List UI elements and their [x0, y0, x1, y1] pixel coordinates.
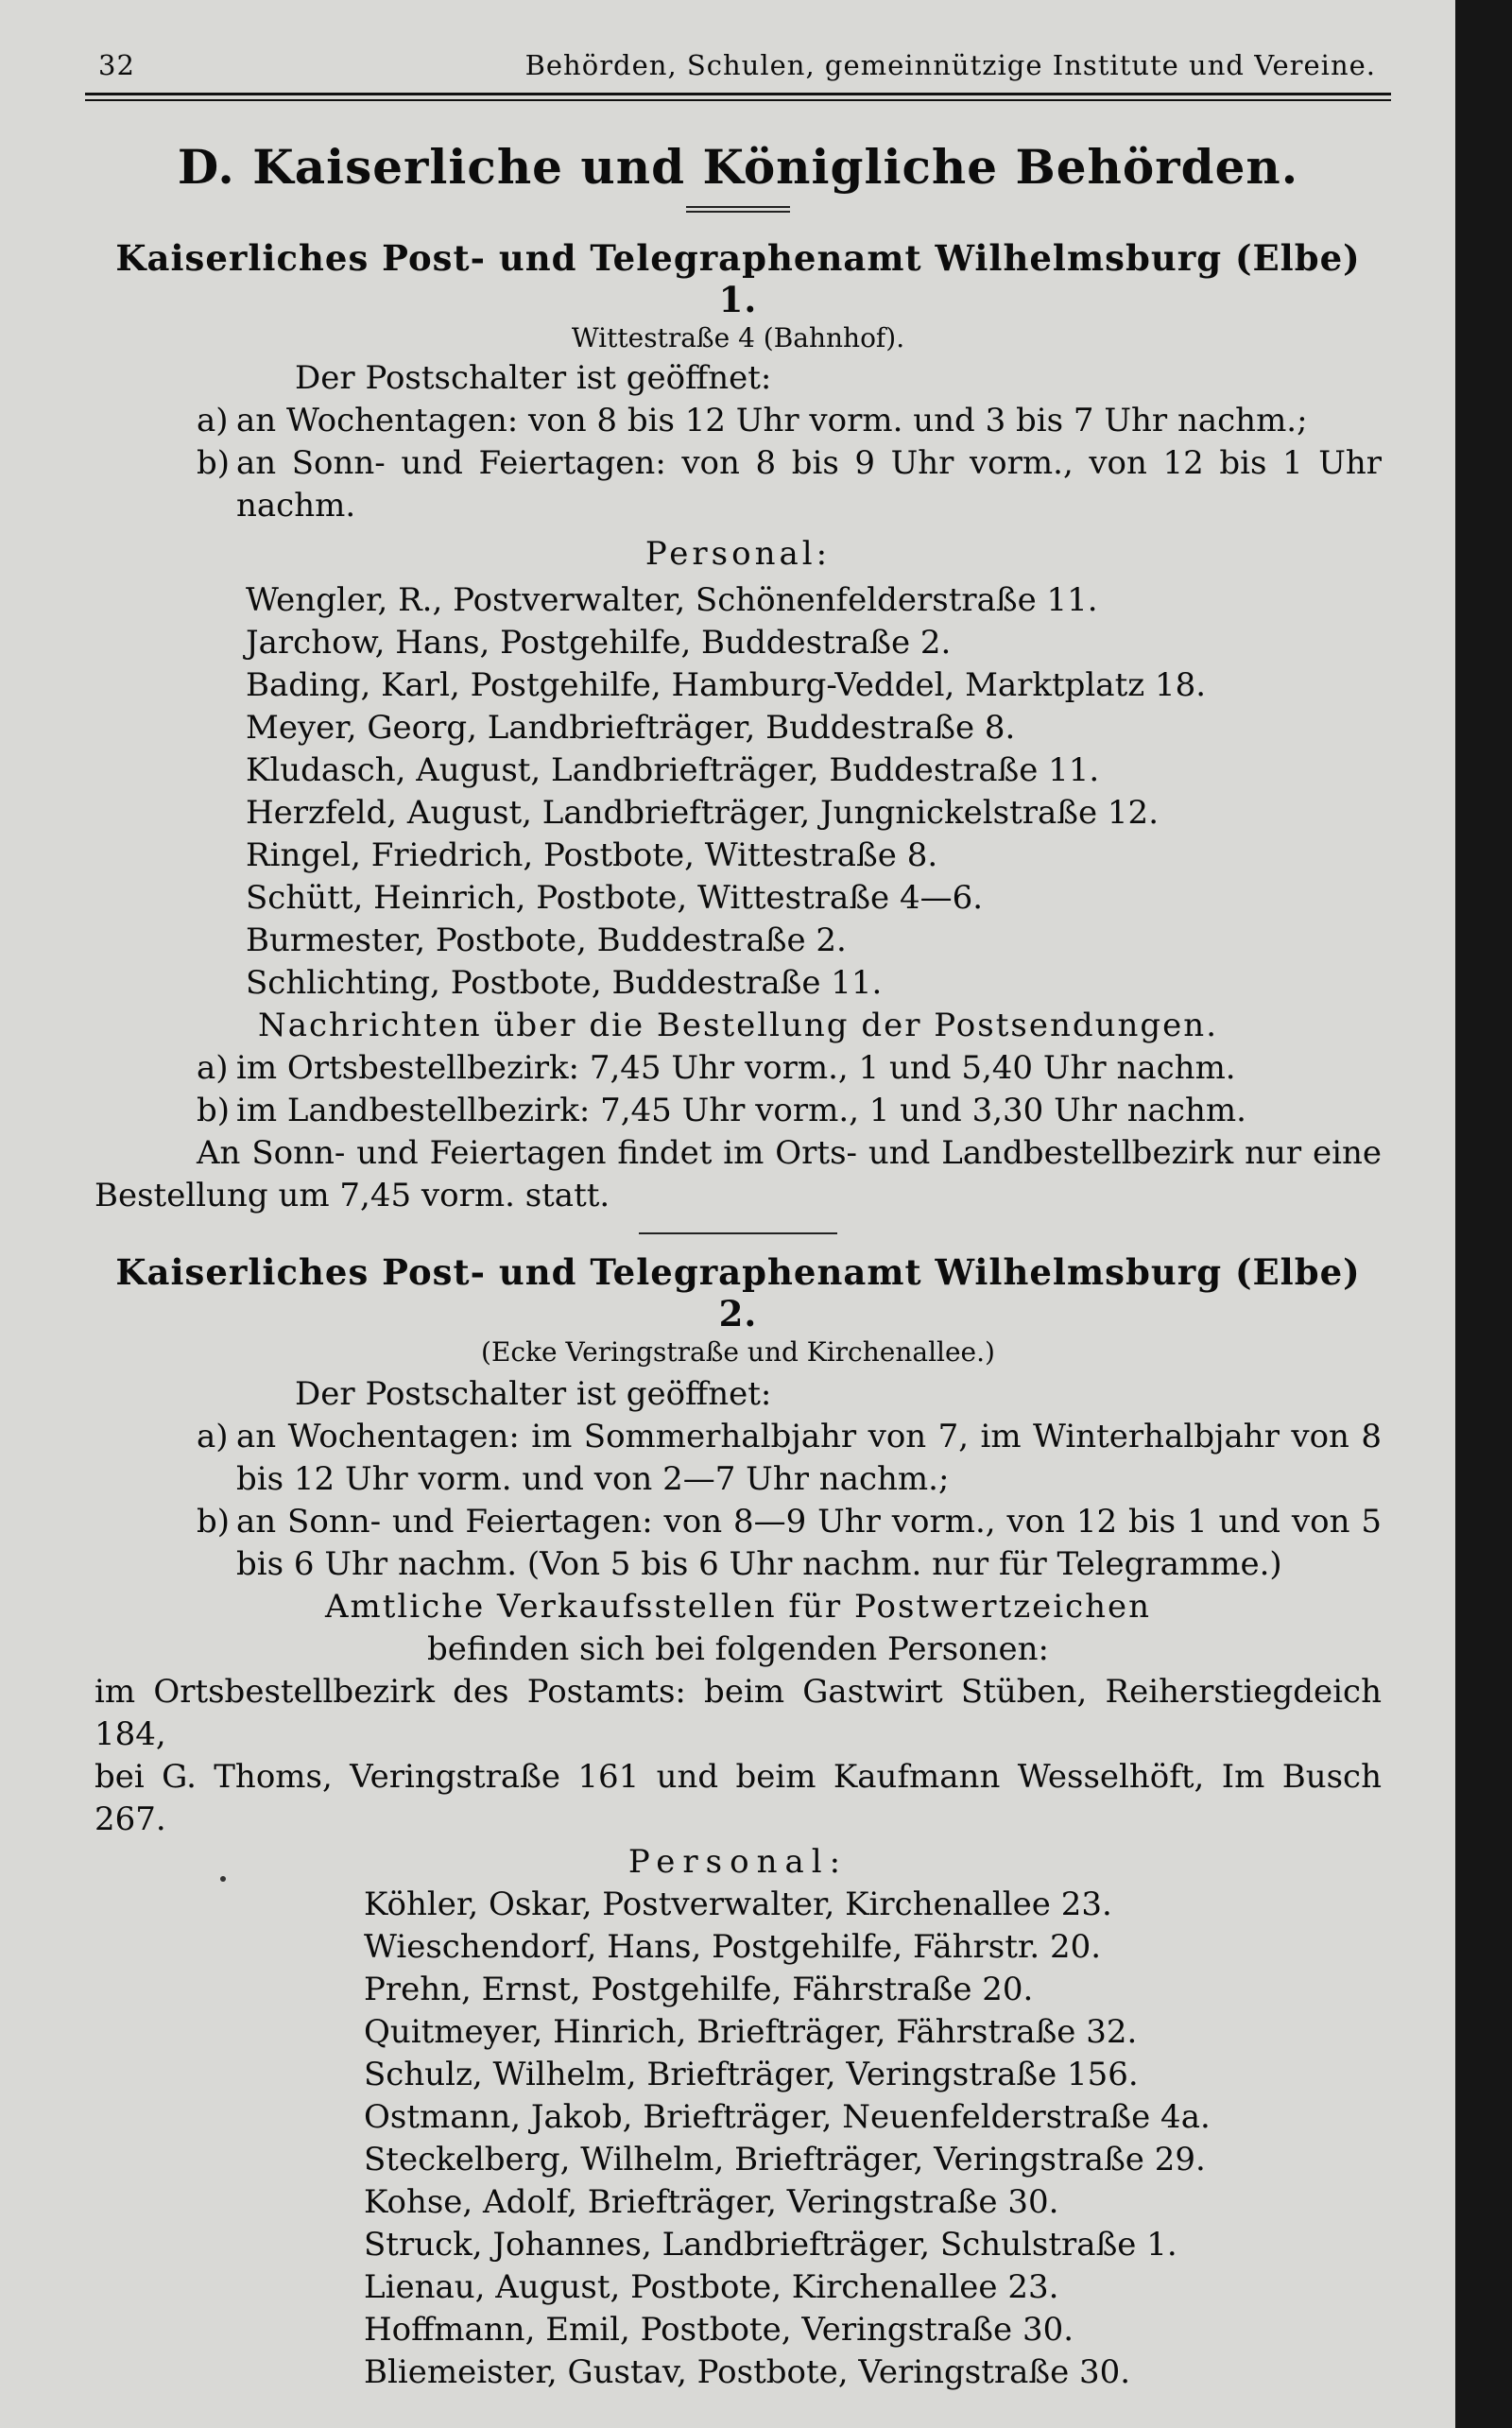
list-item: Ringel, Friedrich, Postbote, Wittestraße 8. [246, 836, 938, 874]
office2-hours-intro: Der Postschalter ist geöffnet: [295, 1375, 772, 1413]
list-marker: a) [197, 402, 229, 439]
list-item: Struck, Johannes, Landbriefträger, Schulstraße 1. [364, 2226, 1177, 2264]
office1-delivery-heading: Nachrichten über die Bestellung der Postsendungen. [257, 1007, 1219, 1044]
list-item: Quitmeyer, Hinrich, Briefträger, Fährstraße 32. [364, 2013, 1138, 2051]
list-item: Jarchow, Hans, Postgehilfe, Buddestraße 2. [246, 624, 952, 662]
office2-title: Kaiserliches Post- und Telegraphenamt Wilhelmsburg (Elbe) 2. [115, 1251, 1361, 1335]
office1-delivery-b [94, 1090, 1382, 1132]
list-text: an Wochentagen: von 8 bis 12 Uhr vorm. und 3 bis 7 Uhr nachm.; [236, 402, 1308, 439]
list-item: Bliemeister, Gustav, Postbote, Veringstraße 30. [364, 2353, 1131, 2391]
header-rule [85, 93, 1391, 101]
list-item: Wengler, R., Postverwalter, Schönenfelderstraße 11. [246, 581, 1098, 619]
list-text: an Sonn- und Feiertagen: von 8—9 Uhr vorm., von 12 bis 1 und von 5 bis 6 Uhr nachm. (Von 5 bis 6 Uhr nachm. nur für Telegramme.) [236, 1503, 1382, 1583]
list-text: an Wochentagen: im Sommerhalbjahr von 7, im Winterhalbjahr von 8 bis 12 Uhr vorm. und von 2—7 Uhr nachm.; [236, 1418, 1382, 1498]
list-text: im Ortsbestellbezirk: 7,45 Uhr vorm., 1 und 5,40 Uhr nachm. [236, 1049, 1236, 1087]
list-item: Ostmann, Jakob, Briefträger, Neuenfelderstraße 4a. [364, 2098, 1211, 2136]
list-item: Steckelberg, Wilhelm, Briefträger, Veringstraße 29. [364, 2141, 1206, 2178]
list-item: Schulz, Wilhelm, Briefträger, Veringstraße 156. [364, 2056, 1139, 2093]
list-marker: b) [197, 444, 231, 482]
list-marker: b) [197, 1503, 231, 1541]
list-item: Schütt, Heinrich, Postbote, Wittestraße 4—6. [246, 879, 984, 917]
office1-sunday-note: An Sonn- und Feiertagen findet im Orts- und Landbestellbezirk nur eine [197, 1134, 1382, 1172]
office2-sales-subheading: befinden sich bei folgenden Personen: [426, 1630, 1049, 1668]
list-marker: a) [197, 1049, 229, 1087]
office2-hours-b [94, 1501, 1382, 1586]
office2-sales-heading: Amtliche Verkaufsstellen für Postwertzeichen [324, 1588, 1152, 1626]
office1-hours-intro: Der Postschalter ist geöffnet: [295, 359, 772, 397]
office-divider [639, 1232, 837, 1234]
list-item: Lienau, August, Postbote, Kirchenallee 23. [364, 2268, 1059, 2306]
office2-hours-a [94, 1416, 1382, 1501]
list-item: Meyer, Georg, Landbriefträger, Buddestraße 8. [246, 709, 1016, 747]
page-number: 32 [98, 49, 135, 81]
office1-personnel-heading: Personal: [644, 535, 832, 573]
office1-title: Kaiserliches Post- und Telegraphenamt Wilhelmsburg (Elbe) 1. [115, 237, 1361, 320]
section-divider [686, 206, 790, 213]
office1-hours-a [94, 400, 1382, 442]
list-item: Wieschendorf, Hans, Postgehilfe, Fährstr. 20. [364, 1928, 1102, 1966]
list-item: Kohse, Adolf, Briefträger, Veringstraße 30. [364, 2183, 1059, 2221]
list-item: Herzfeld, August, Landbriefträger, Jungnickelstraße 12. [246, 794, 1159, 832]
office2-address: (Ecke Veringstraße und Kirchenallee.) [481, 1336, 995, 1368]
list-item: Schlichting, Postbote, Buddestraße 11. [246, 964, 883, 1002]
list-item: Prehn, Ernst, Postgehilfe, Fährstraße 20. [364, 1971, 1034, 2008]
running-header [94, 49, 1382, 81]
office2-sales-line2: bei G. Thoms, Veringstraße 161 und beim Kaufmann Wesselhöft, Im Busch 267. [94, 1758, 1382, 1838]
office2-personnel-heading: Personal: [627, 1843, 849, 1881]
list-marker: a) [197, 1418, 229, 1455]
list-item: Kludasch, August, Landbriefträger, Buddestraße 11. [246, 751, 1100, 789]
section-title: D. Kaiserliche und Königliche Behörden. [177, 139, 1299, 195]
list-text: an Sonn- und Feiertagen: von 8 bis 9 Uhr vorm., von 12 bis 1 Uhr nachm. [236, 444, 1382, 525]
page-edge-shadow [1455, 0, 1512, 2428]
office2-personnel-list [94, 1884, 1382, 2394]
list-text: im Landbestellbezirk: 7,45 Uhr vorm., 1 und 3,30 Uhr nachm. [236, 1092, 1246, 1129]
office2-sales-line1: im Ortsbestellbezirk des Postamts: beim Gastwirt Stüben, Reiherstiegdeich 184, [94, 1673, 1382, 1753]
list-item: Hoffmann, Emil, Postbote, Veringstraße 30. [364, 2311, 1074, 2349]
list-item: Burmester, Postbote, Buddestraße 2. [246, 921, 847, 959]
office1-address: Wittestraße 4 (Bahnhof). [571, 322, 905, 353]
office1-sunday-note-cont: Bestellung um 7,45 vorm. statt. [94, 1177, 610, 1214]
office1-delivery-a [94, 1047, 1382, 1090]
list-item: Köhler, Oskar, Postverwalter, Kirchenallee 23. [364, 1886, 1112, 1923]
print-speck [220, 1876, 226, 1882]
office1-personnel-list [94, 579, 1382, 1005]
office1-hours-b [94, 442, 1382, 527]
list-marker: b) [197, 1092, 231, 1129]
running-title: Behörden, Schulen, gemeinnützige Institute und Vereine. [524, 49, 1376, 81]
list-item: Bading, Karl, Postgehilfe, Hamburg-Veddel, Marktplatz 18. [246, 666, 1207, 704]
